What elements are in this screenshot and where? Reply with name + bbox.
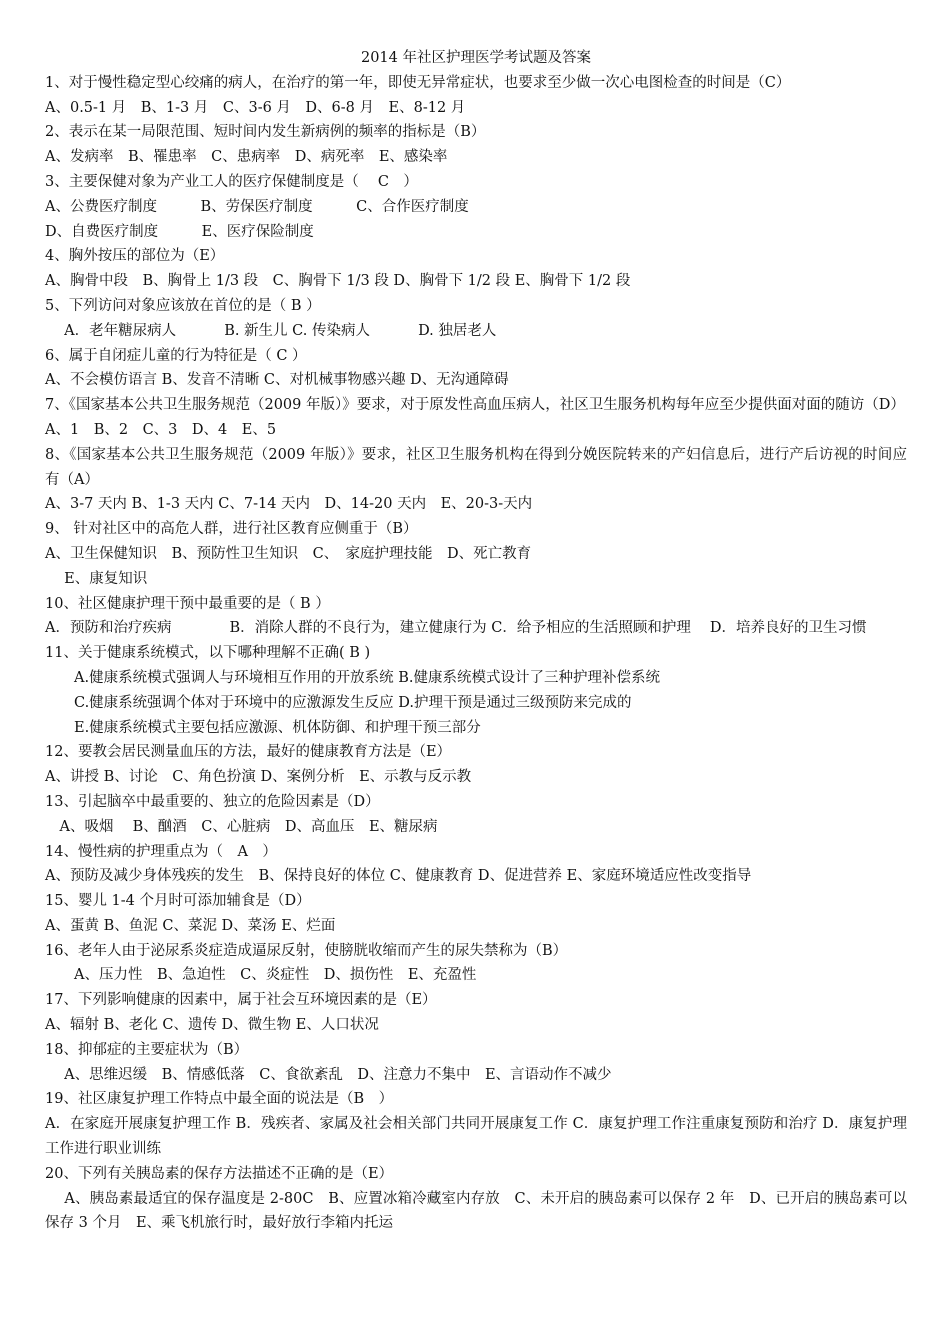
question-7-stem: 7、《国家基本公共卫生服务规范（2009 年版）》要求，对于原发性高血压病人，社区卫生服务机构每年应至少提供面对面的随访（D） <box>45 397 905 414</box>
question-9-stem: 9、 针对社区中的高危人群，进行社区教育应侧重于（B） <box>45 521 418 538</box>
question-4-options: A、胸骨中段 B、胸骨上 1/3 段 C、胸骨下 1/3 段 D、胸骨下 1/2 段 E、胸骨下 1/2 段 <box>45 273 631 290</box>
question-15-options: A、蛋黄 B、鱼泥 C、菜泥 D、菜汤 E、烂面 <box>45 917 336 934</box>
question-12-stem: 12、要教会居民测量血压的方法，最好的健康教育方法是（E） <box>45 744 452 761</box>
question-2-stem: 2、表示在某一局限范围、短时间内发生新病例的频率的指标是（B） <box>45 124 486 141</box>
question-16-stem: 16、老年人由于泌尿系炎症造成逼尿反射，使膀胱收缩而产生的尿失禁称为（B） <box>45 942 568 959</box>
question-20-options: A、胰岛素最适宜的保存温度是 2-80C B、应置冰箱冷藏室内存放 C、未开启的胰岛素可以保存 2 年 D、已开启的胰岛素可以保存 3 个月 E、乘飞机旅行时，最好放行李箱内托运 <box>45 1190 907 1232</box>
question-5-stem: 5、下列访问对象应该放在首位的是（ B ） <box>45 297 321 314</box>
question-20-stem: 20、下列有关胰岛素的保存方法描述不正确的是（E） <box>45 1165 394 1182</box>
question-19-stem: 19、社区康复护理工作特点中最全面的说法是（B ） <box>45 1091 394 1108</box>
question-9-options: A、卫生保健知识 B、预防性卫生知识 C、 家庭护理技能 D、死亡教育 <box>45 545 532 562</box>
question-1-stem: 1、对于慢性稳定型心绞痛的病人，在治疗的第一年，即使无异常症状，也要求至少做一次心电图检查的时间是（C） <box>45 74 791 91</box>
question-3-options: D、自费医疗制度 E、医疗保险制度 <box>45 223 314 240</box>
question-11-options: A.健康系统模式强调人与环境相互作用的开放系统 B.健康系统模式设计了三种护理补偿系统 <box>45 669 660 686</box>
question-3-stem: 3、主要保健对象为产业工人的医疗保健制度是（ C ） <box>45 173 418 190</box>
question-11-options: C.健康系统强调个体对于环境中的应激源发生反应 D.护理干预是通过三级预防来完成的 <box>45 694 632 711</box>
question-10-options: A．预防和治疗疾病 B．消除人群的不良行为，建立健康行为 C．给予相应的生活照顾和护理 D．培养良好的卫生习惯 <box>45 620 867 637</box>
question-3-options: A、公费医疗制度 B、劳保医疗制度 C、合作医疗制度 <box>45 198 469 215</box>
question-16-options: A、压力性 B、急迫性 C、炎症性 D、损伤性 E、充盈性 <box>45 967 477 984</box>
question-7-options: A、1 B、2 C、3 D、4 E、5 <box>45 421 277 438</box>
question-18-options: A、思维迟缓 B、情感低落 C、食欲紊乱 D、注意力不集中 E、言语动作不减少 <box>45 1066 612 1083</box>
question-8-stem: 8、《国家基本公共卫生服务规范（2009 年版）》要求，社区卫生服务机构在得到分娩医院转来的产妇信息后，进行产后访视的时间应有（A） <box>45 446 907 488</box>
question-6-stem: 6、属于自闭症儿童的行为特征是（ C ） <box>45 347 307 364</box>
question-8-options: A、3-7 天内 B、1-3 天内 C、7-14 天内 D、14-20 天内 E、20-3-天内 <box>45 496 533 513</box>
question-5-options: A．老年糖尿病人 B. 新生儿 C. 传染病人 D. 独居老人 <box>45 322 497 339</box>
question-13-stem: 13、引起脑卒中最重要的、独立的危险因素是（D） <box>45 793 380 810</box>
question-11-options: E.健康系统模式主要包括应激源、机体防御、和护理干预三部分 <box>45 719 481 736</box>
question-14-stem: 14、慢性病的护理重点为（ A ） <box>45 843 277 860</box>
question-10-stem: 10、社区健康护理干预中最重要的是（ B ） <box>45 595 330 612</box>
question-17-stem: 17、下列影响健康的因素中，属于社会互环境因素的是（E） <box>45 992 437 1009</box>
question-14-options: A、预防及减少身体残疾的发生 B、保持良好的体位 C、健康教育 D、促进营养 E、家庭环境适应性改变指导 <box>45 868 752 885</box>
question-18-stem: 18、抑郁症的主要症状为（B） <box>45 1041 249 1058</box>
question-1-options: A、0.5-1 月 B、1-3 月 C、3-6 月 D、6-8 月 E、8-12 月 <box>45 99 466 116</box>
document-title: 2014 年社区护理医学考试题及答案 <box>360 50 591 66</box>
question-11-stem: 11、关于健康系统模式，以下哪种理解不正确( B ) <box>45 645 371 662</box>
question-17-options: A、辐射 B、老化 C、遗传 D、微生物 E、人口状况 <box>45 1017 379 1034</box>
question-9-options: E、康复知识 <box>45 570 148 587</box>
question-4-stem: 4、胸外按压的部位为（E） <box>45 248 225 265</box>
question-12-options: A、讲授 B、讨论 C、角色扮演 D、案例分析 E、示教与反示教 <box>45 769 472 786</box>
exam-document <box>45 46 907 1236</box>
question-2-options: A、发病率 B、罹患率 C、患病率 D、病死率 E、感染率 <box>45 149 448 166</box>
question-19-options: A．在家庭开展康复护理工作 B．残疾者、家属及社会相关部门共同开展康复工作 C．康复护理工作注重康复预防和治疗 D．康复护理工作进行职业训练 <box>45 1116 907 1158</box>
question-13-options: A、吸烟 B、酗酒 C、心脏病 D、高血压 E、糖尿病 <box>45 818 438 835</box>
question-list <box>45 71 907 1236</box>
question-15-stem: 15、婴儿 1-4 个月时可添加辅食是（D） <box>45 893 311 910</box>
question-6-options: A、不会模仿语言 B、发音不清晰 C、对机械事物感兴趣 D、无沟通障碍 <box>45 372 509 389</box>
